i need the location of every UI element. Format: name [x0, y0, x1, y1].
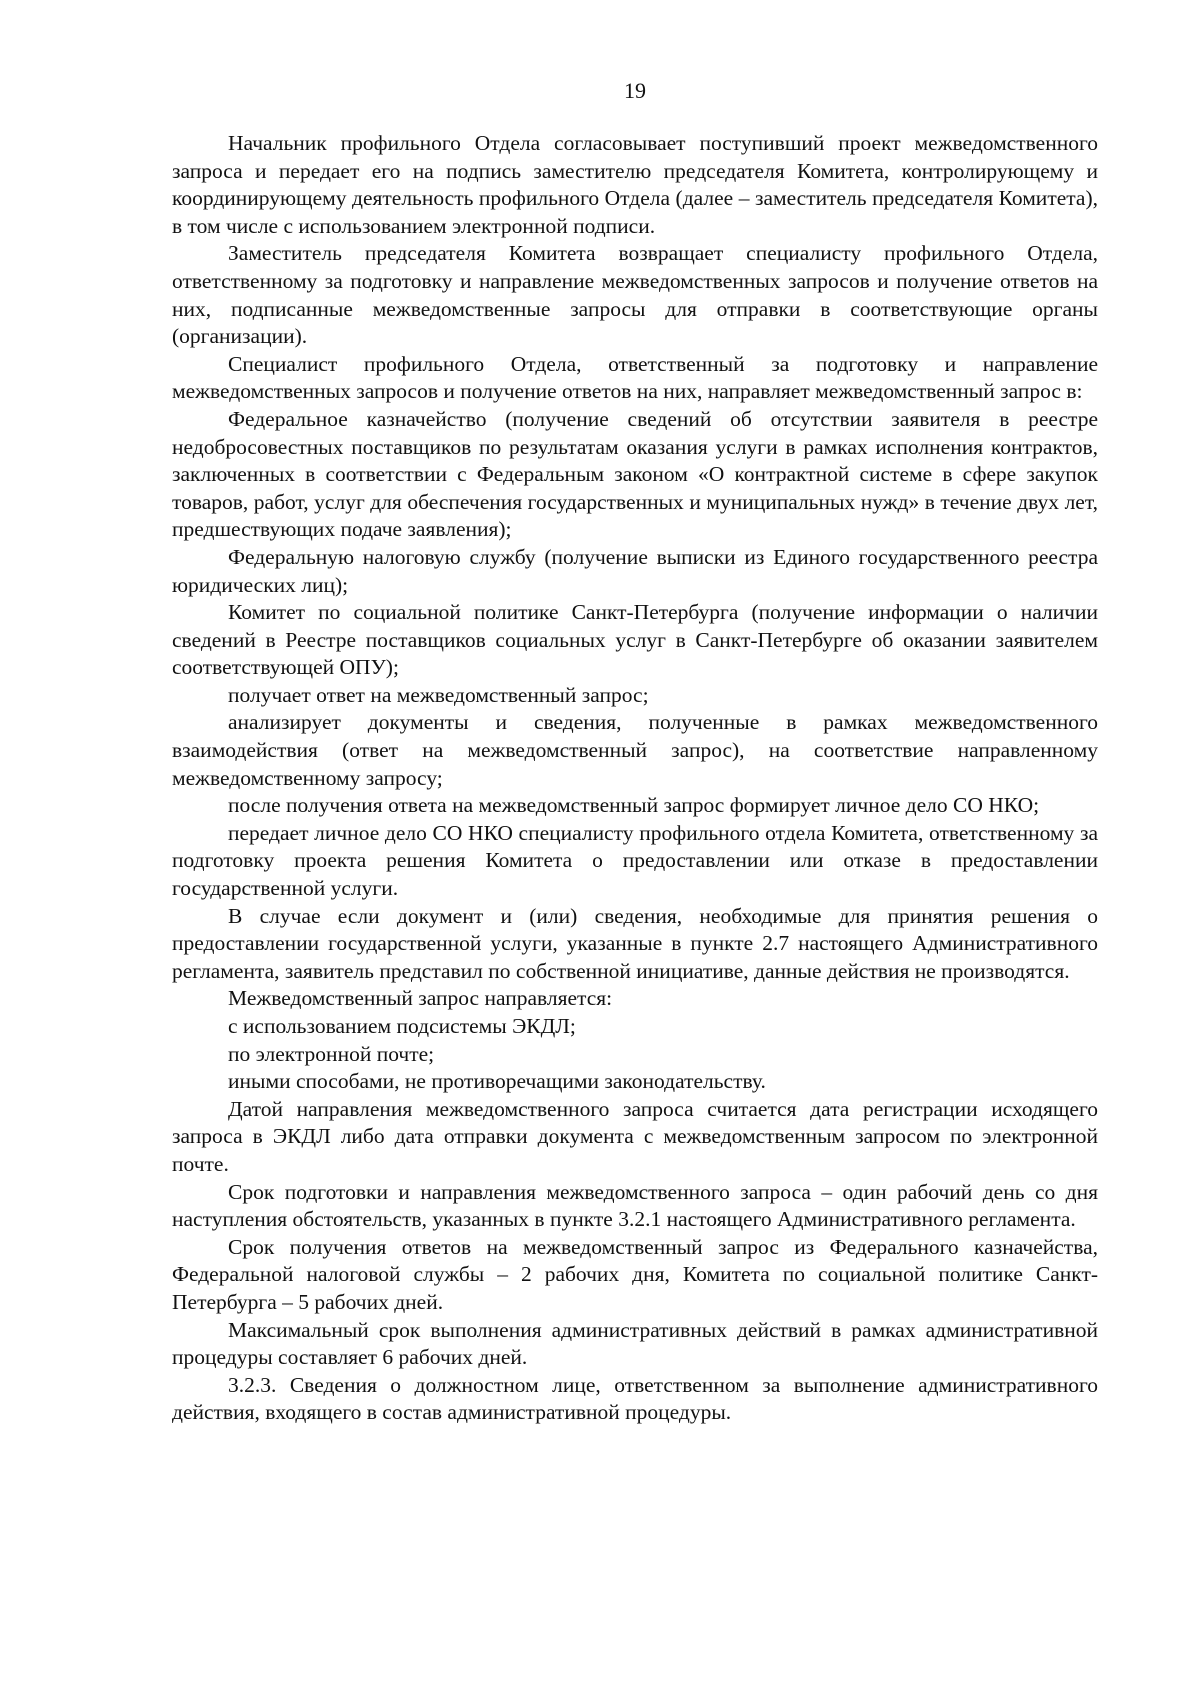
paragraph: Заместитель председателя Комитета возвращает специалисту профильного Отдела, ответственному за подготовку и направление межведомственных запросов и получение ответов на них, подписанные межведомственные запросы для отправки в соответствующие органы (организации). — [172, 241, 1098, 349]
paragraph: иными способами, не противоречащими законодательству. — [228, 1069, 766, 1094]
document-body — [172, 130, 1098, 1427]
paragraph: анализирует документы и сведения, полученные в рамках межведомственного взаимодействия (ответ на межведомственный запрос), на соответствие направленному межведомственному запросу; — [172, 710, 1098, 790]
paragraph: Срок получения ответов на межведомственный запрос из Федерального казначейства, Федеральной налоговой службы – 2 рабочих дня, Комитета по социальной политике Санкт-Петербурга – 5 рабочих дней. — [172, 1234, 1098, 1314]
paragraph: Начальник профильного Отдела согласовывает поступивший проект межведомственного запроса и передает его на подпись заместителю председателя Комитета, контролирующему и координирующему деятельность профильного Отдела (далее – заместитель председателя Комитета), в том числе с использованием электронной подписи. — [172, 131, 1098, 238]
paragraph: Комитет по социальной политике Санкт-Петербурга (получение информации о наличии сведений в Реестре поставщиков социальных услуг в Санкт-Петербурге об оказании заявителем соответствующей ОПУ); — [172, 600, 1098, 680]
paragraph: передает личное дело СО НКО специалисту профильного отдела Комитета, ответственному за подготовку проекта решения Комитета о предоставлении или отказе в предоставлении государственной услуги. — [172, 820, 1098, 901]
paragraph: Датой направления межведомственного запроса считается дата регистрации исходящего запроса в ЭКДЛ либо дата отправки документа с межведомственным запросом по электронной почте. — [172, 1096, 1098, 1176]
paragraph: Межведомственный запрос направляется: — [228, 986, 613, 1011]
paragraph: Максимальный срок выполнения административных действий в рамках административной процедуры составляет 6 рабочих дней. — [172, 1317, 1098, 1370]
paragraph: Срок подготовки и направления межведомственного запроса – один рабочий день со дня наступления обстоятельств, указанных в пункте 3.2.1 настоящего Административного регламента. — [172, 1179, 1098, 1232]
paragraph: по электронной почте; — [228, 1041, 435, 1066]
paragraph: Федеральную налоговую службу (получение выписки из Единого государственного реестра юридических лиц); — [172, 544, 1098, 597]
paragraph: Федеральное казначейство (получение сведений об отсутствии заявителя в реестре недобросовестных поставщиков по результатам оказания услуги в рамках исполнения контрактов, заключенных в соответствии с Федеральным законом «О контрактной системе в сфере закупок товаров, работ, услуг для обеспечения государственных и муниципальных нужд» в течение двух лет, предшествующих подаче заявления); — [172, 406, 1098, 542]
paragraph: получает ответ на межведомственный запрос; — [228, 682, 649, 707]
paragraph: 3.2.3. Сведения о должностном лице, ответственном за выполнение административного действия, входящего в состав административной процедуры. — [172, 1372, 1098, 1425]
paragraph: после получения ответа на межведомственный запрос формирует личное дело СО НКО; — [228, 793, 1040, 818]
paragraph: В случае если документ и (или) сведения, необходимые для принятия решения о предоставлении государственной услуги, указанные в пункте 2.7 настоящего Административного регламента, заявитель представил по собственной инициативе, данные действия не производятся. — [172, 903, 1098, 983]
paragraph: с использованием подсистемы ЭКДЛ; — [228, 1014, 576, 1038]
paragraph: Специалист профильного Отдела, ответственный за подготовку и направление межведомственных запросов и получение ответов на них, направляет межведомственный запрос в: — [172, 351, 1098, 404]
page-number: 19 — [624, 78, 646, 103]
